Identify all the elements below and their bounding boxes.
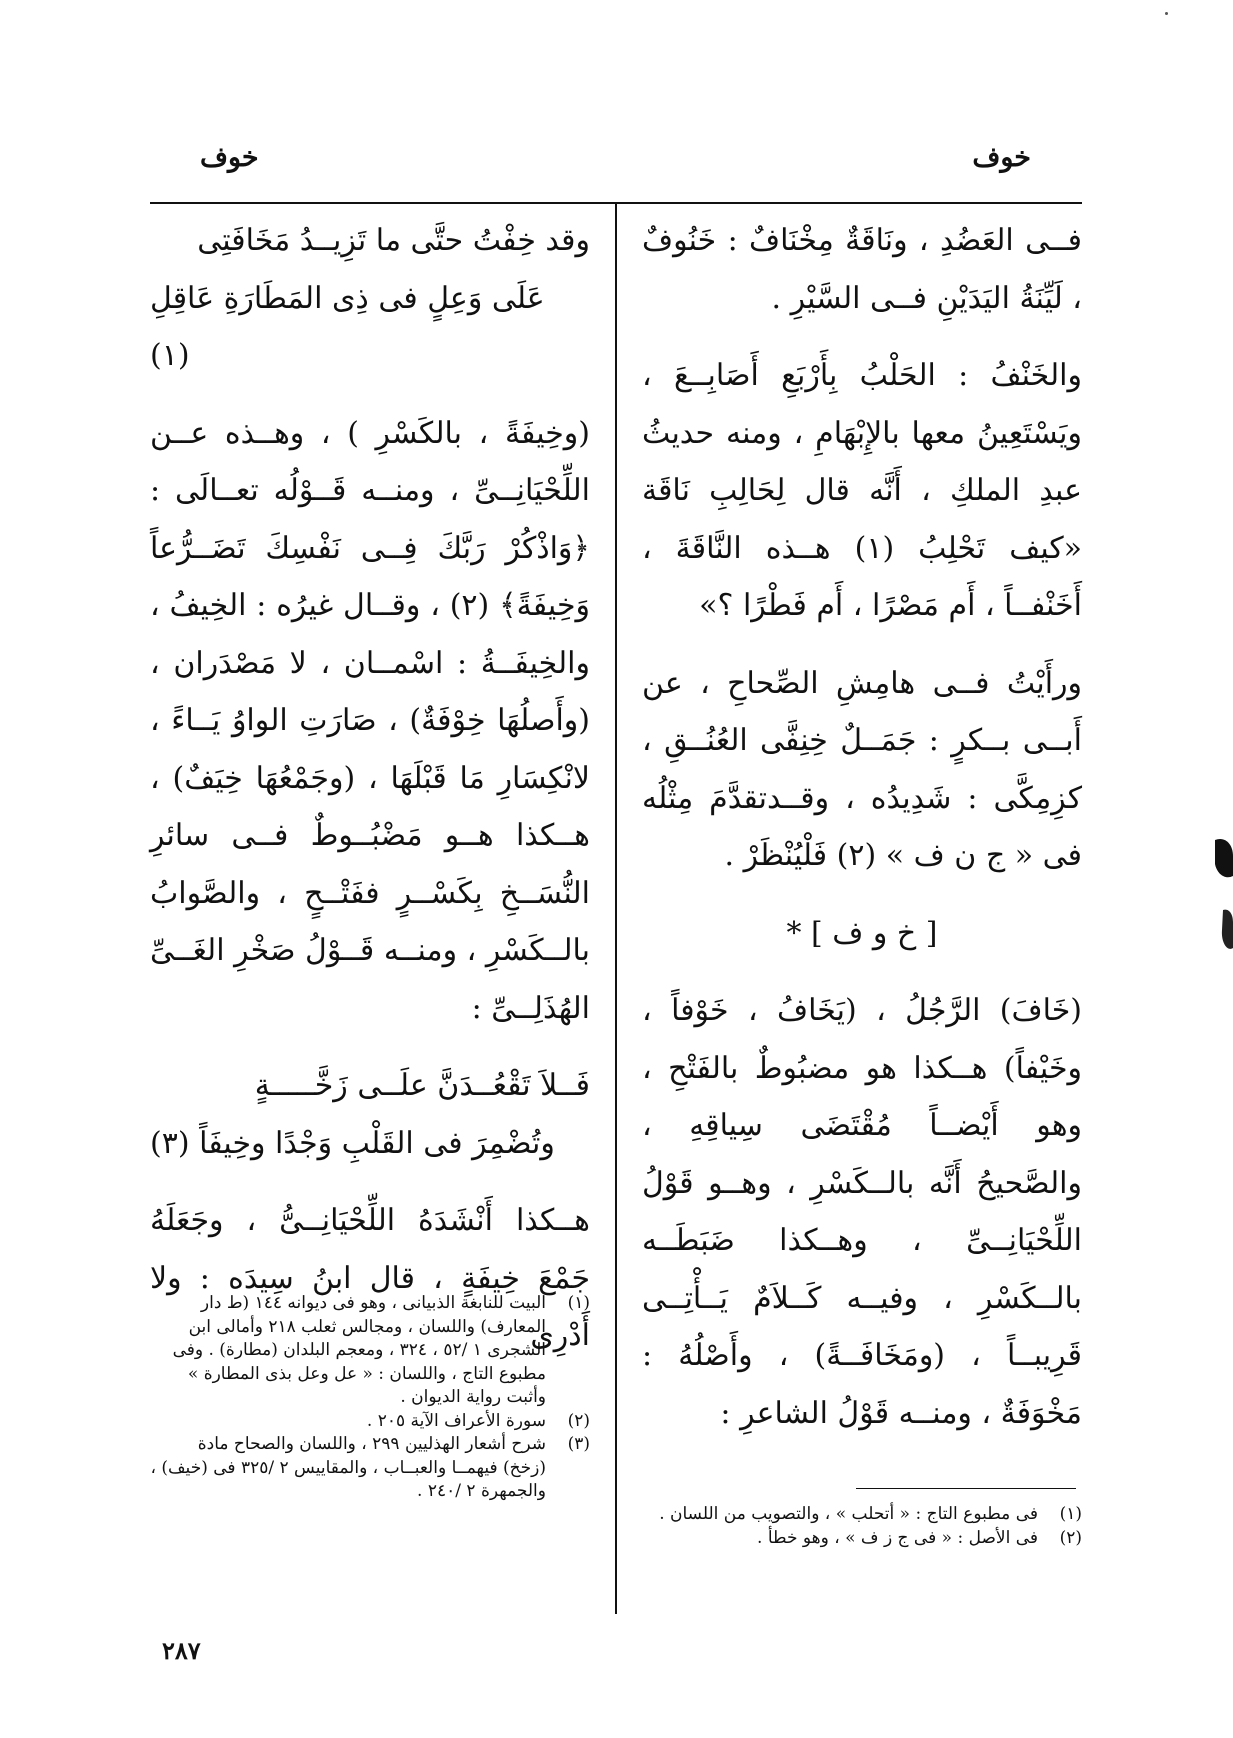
footnote-number: (١) — [1059, 1504, 1082, 1524]
footnote-item — [150, 1433, 590, 1504]
entry-title: [ خ و ف ] * — [786, 915, 938, 951]
footnote-number: (٢) — [567, 1410, 590, 1431]
footnote-item — [642, 1527, 1082, 1551]
left-paragraph-2: هــكذا أَنْشَدَهُ اللِّحْيَانِــىُّ ، وجَعَلَهُ جَمْعَ خِيفَةٍ ، قال ابنُ سِيدَه : ولا أَدْرِى — [150, 1203, 590, 1353]
left-paragraph-1: (وخِيفَةً ، بالكَسْرِ ) ، وهــذه عــن اللِّحْيَانِــىِّ ، ومنــه قَــوْلُه تعــالَى : ﴿وَاذْكُرْ رَبَّكَ فِــى نَفْسِكَ تَضَــرُّعاً وَخِيفَةً﴾ (٢) ، وقــال غيرُه : الخِيفُ ، والخِيفَــةُ : اسْمــان ، لا مَصْدَران ، (وأَصلُهَا خِوْفَةٌ) ، صَارَتِ الواوُ يَــاءً ، لانْكِسَارِ مَا قَبْلَهَا ، (وجَمْعُهَا خِيَفٌ) ، هــكذا هــو مَضْبُــوطٌ فــى سائرِ النُّسَــخِ بِكَسْــرٍ ففَتْــحٍ ، والصَّوابُ بالــكَسْرِ ، ومنــه قَــوْلُ صَخْرِ الغَــىِّ الهُذَلِــىِّ : — [150, 415, 590, 1026]
right-paragraph-1: فــى العَضُدِ ، ونَاقَةٌ مِخْنَافٌ : خَنُوفٌ ، لَيِّنَةُ اليَدَيْنِ فــى السَّيْرِ . — [642, 223, 1082, 316]
footnotes-right — [642, 1503, 1082, 1550]
verse-2-line-2: وتُضْمِرَ فى القَلْبِ وَجْدًا وخِيفَاً (٣) — [150, 1125, 555, 1161]
entry-paragraph: (خَافَ) الرَّجُلُ ، (يَخَافُ ، خَوْفاً ، وخَيْفاً) هــكذا هو مضبُوطٌ بالفَتْحِ ، وهو أَيْضــاً مُقْتَضَى سِياقِهِ ، والصَّحيحُ أَنَّه بالــكَسْرِ ، وهــو قَوْلُ اللِّحْيَانِــىِّ ، وهــكذا ضَبَطَــه بالــكَسْرِ ، وفيــه كَــلاَمٌ يَــأْتِــى قَرِيبــاً ، (ومَخَافَــةً) ، وأَصْلُهُ : مَخْوَفَةٌ ، ومنــه قَوْلُ الشاعرِ : — [642, 993, 1082, 1431]
right-column — [642, 212, 1082, 1442]
footnote-item — [150, 1410, 590, 1434]
footnote-number: (٢) — [1059, 1527, 1082, 1548]
footnote-text: شرح أشعار الهذليين ٢٩٩ ، واللسان والصحاح مادة (زخخ) فيهمــا والعبــاب ، والمقاييس ٢ /٣٢٥ فى (خيف) ، والجمهرة ٢ /٢٤٠ . — [150, 1434, 546, 1501]
footnote-text: فى مطبوع التاج : « أتحلب » ، والتصويب من اللسان . — [659, 1504, 1038, 1524]
right-paragraph-2: والخَنْفُ : الحَلْبُ بِأَرْبَعِ أَصَابِــعَ ، ويَسْتَعِينُ معها بالإِبْهَامِ ، ومنه حديثُ عبدِ الملكِ ، أَنَّه قال لِحَالِبِ نَاقَة «كيف تَحْلِبُ (١) هــذه النَّاقَةَ ، أَخَنْفــاً ، أَم مَصْرًا ، أَم فَطْرًا ؟» — [642, 358, 1083, 623]
left-column — [150, 212, 590, 1365]
footnote-separator-right — [856, 1488, 1076, 1489]
footnote-item — [150, 1292, 590, 1410]
page-number: ٢٨٧ — [162, 1636, 201, 1665]
margin-ink-blot — [1203, 830, 1233, 970]
footnotes-left — [150, 1292, 590, 1504]
right-paragraph-3: ورأَيْتُ فــى هامِشِ الصِّحاحِ ، عن أَبــى بــكرٍ : جَمَــلٌ خِنِفَّى العُنُــقِ ، كزِمِكَّى : شَدِيدُه ، وقــدتقدَّمَ مِثْلُه فى « ج ن ف » (٢) فَلْيُنْظَرْ . — [642, 665, 1082, 873]
footnote-text: فى الأصل : « فى ج ز ف » ، وهو خطأ . — [757, 1527, 1038, 1548]
header-word-left: خوف — [200, 142, 259, 173]
footnote-item — [642, 1503, 1082, 1527]
footnote-text: سورة الأعراف الآية ٢٠٥ . — [366, 1410, 546, 1431]
header-word-right: خوف — [972, 142, 1031, 173]
verse-2-line-1: فَــلاَ تَقْعُــدَنَّ علَــى زَخَّـــــةٍ — [254, 1068, 590, 1103]
verse-1-line-1: وقد خِفْتُ حتَّى ما تَزِيــدُ مَخَافَتِى — [197, 223, 590, 258]
footnote-number: (٣) — [567, 1434, 590, 1454]
footnote-number: (١) — [567, 1293, 590, 1313]
verse-1-line-2: عَلَى وَعِلٍ فى ذِى المَطَارَةِ عَاقِلِ (١) — [150, 280, 545, 373]
scan-speck — [1165, 12, 1168, 15]
footnote-text: البيت للنابغة الذبيانى ، وهو فى ديوانه ١٤٤ (ط دار المعارف) واللسان ، ومجالس ثعلب ٢١٨ وأمالى ابن الشجرى ١ /٥٢ ، ٣٢٤ ، ومعجم البلدان (مطارة) . وفى مطبوع التاج ، واللسان : « عل وعل بذى المطارة » وأثبت رواية الديوان . — [172, 1293, 546, 1407]
column-divider — [615, 202, 617, 1614]
